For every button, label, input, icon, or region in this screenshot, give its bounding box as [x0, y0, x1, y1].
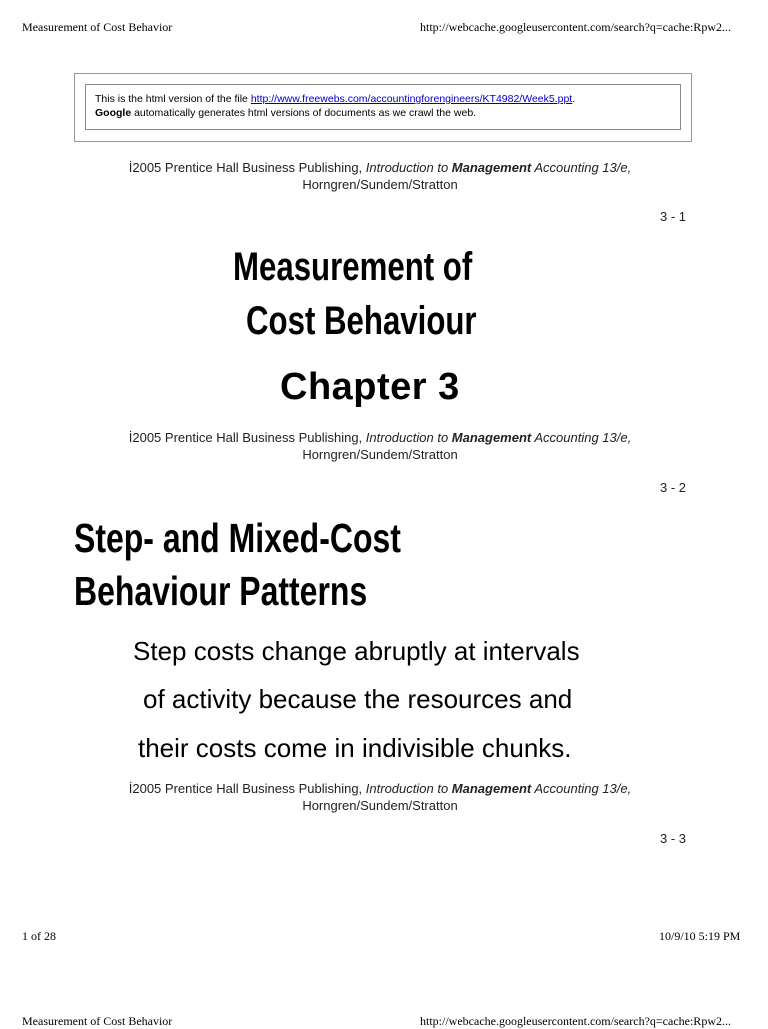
- slide-3-title-line-2: Behaviour Patterns: [74, 568, 368, 614]
- chapter-heading: Chapter 3: [280, 366, 460, 408]
- slide-2-title-line-1: Measurement of: [233, 245, 473, 289]
- credit-prefix: İ2005 Prentice Hall Business Publishing,: [128, 430, 366, 445]
- source-file-link[interactable]: http://www.freewebs.com/accountingforengineers/KT4982/Week5.ppt: [250, 93, 573, 105]
- credit-book-title: Introduction to: [365, 160, 452, 175]
- cache-notice-text: This is the html version of the file: [95, 93, 251, 105]
- print-datetime: 10/9/10 5:19 PM: [659, 929, 741, 943]
- credit-book-edition: Accounting 13/e,: [531, 430, 632, 445]
- slide-2-credit: [80, 429, 680, 463]
- credit-prefix: İ2005 Prentice Hall Business Publishing,: [128, 160, 366, 175]
- credit-line-1: [80, 429, 680, 446]
- slide-3-credit: [80, 780, 680, 814]
- next-page-header-title: Measurement of Cost Behavior: [22, 1014, 173, 1028]
- slide-1-credit: [80, 159, 680, 193]
- credit-book-emphasis: Management: [451, 430, 532, 445]
- credit-authors: Horngren/Sundem/Stratton: [302, 798, 458, 813]
- credit-book-emphasis: Management: [451, 160, 532, 175]
- next-page-header-url: http://webcache.googleusercontent.com/search?q=cache:Rpw2...: [420, 1014, 731, 1028]
- google-brand: Google: [95, 107, 132, 119]
- credit-book-title: Introduction to: [365, 430, 452, 445]
- print-header-url: http://webcache.googleusercontent.com/search?q=cache:Rpw2...: [420, 20, 731, 34]
- credit-prefix: İ2005 Prentice Hall Business Publishing,: [128, 781, 366, 796]
- slide-number-2: 3 - 2: [659, 480, 686, 495]
- slide-3-body-line-3: their costs come in indivisible chunks.: [138, 733, 572, 763]
- cache-notice-box: [74, 73, 692, 142]
- slide-number-3: 3 - 3: [659, 831, 686, 846]
- cache-notice-text-2: automatically generates html versions of documents as we crawl the web.: [131, 107, 477, 119]
- cache-notice-line1: [95, 92, 670, 106]
- credit-authors: Horngren/Sundem/Stratton: [302, 447, 458, 462]
- credit-line-1: [80, 780, 680, 797]
- credit-book-edition: Accounting 13/e,: [531, 781, 632, 796]
- slide-3-title-line-1: Step- and Mixed-Cost: [74, 515, 401, 561]
- credit-book-title: Introduction to: [365, 781, 452, 796]
- slide-2-title-line-2: Cost Behaviour: [246, 299, 477, 343]
- cache-notice-inner: [85, 84, 681, 130]
- credit-line-1: [80, 159, 680, 176]
- page-counter: 1 of 28: [22, 929, 56, 943]
- credit-book-edition: Accounting 13/e,: [531, 160, 632, 175]
- cache-notice-line2: [95, 106, 670, 120]
- cache-notice-period: .: [572, 93, 576, 105]
- credit-book-emphasis: Management: [451, 781, 532, 796]
- slide-3-body-line-2: of activity because the resources and: [143, 684, 573, 714]
- slide-3-body-line-1: Step costs change abruptly at intervals: [133, 636, 580, 666]
- print-header-title: Measurement of Cost Behavior: [22, 20, 173, 34]
- slide-number-1: 3 - 1: [659, 209, 686, 224]
- credit-authors: Horngren/Sundem/Stratton: [302, 177, 458, 192]
